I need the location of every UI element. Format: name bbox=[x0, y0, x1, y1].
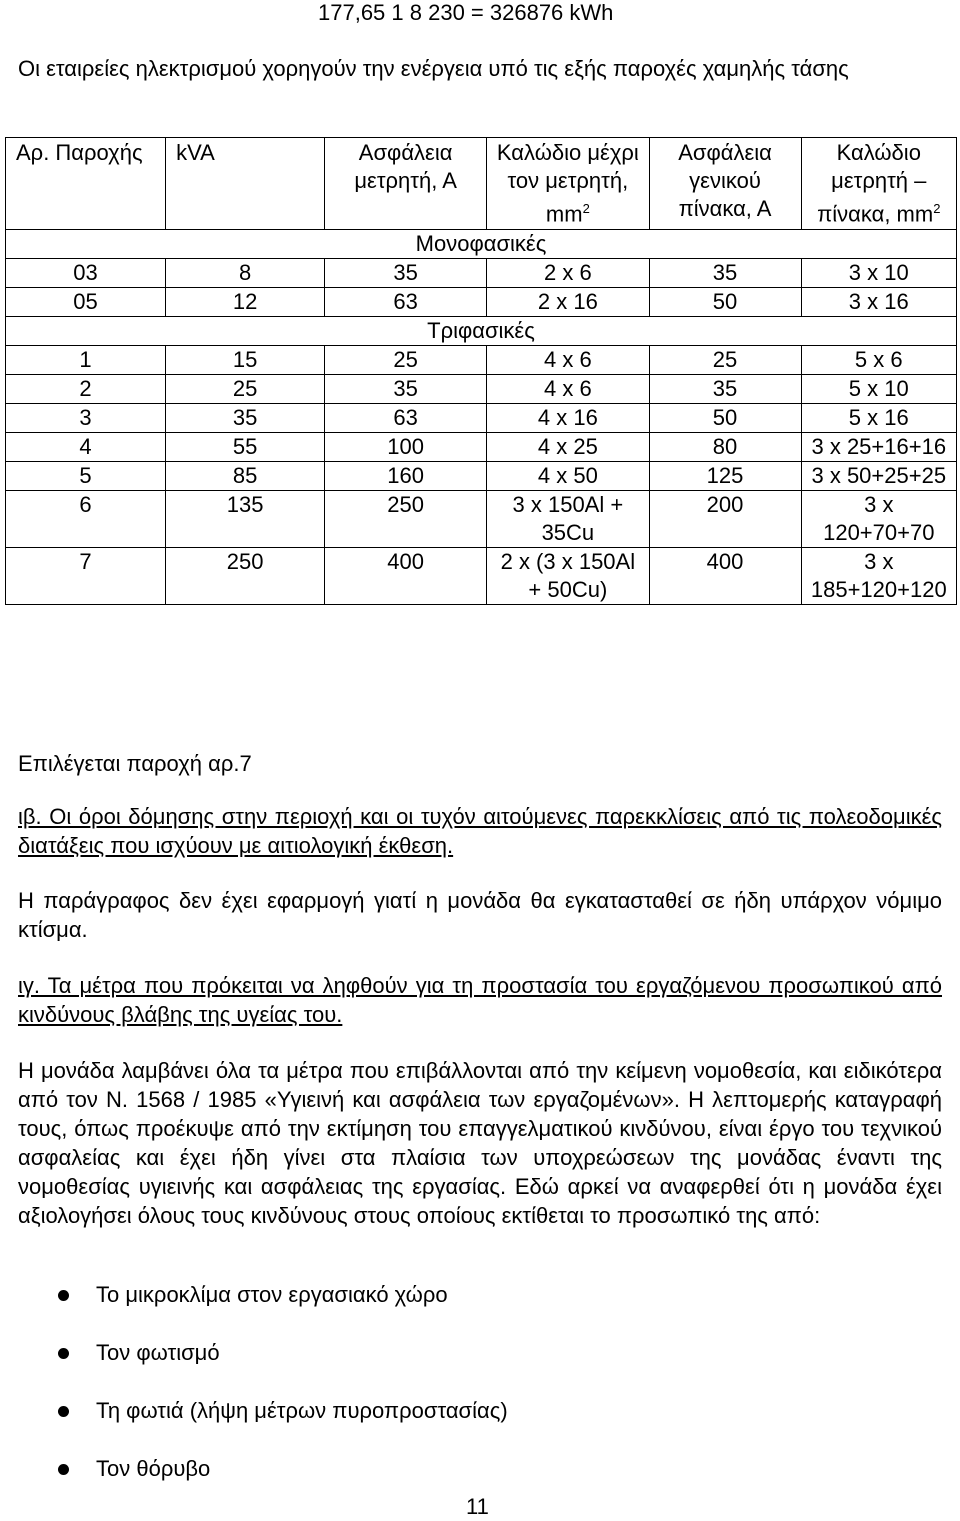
table-row bbox=[6, 259, 957, 288]
table-cell: 4 x 50 bbox=[487, 462, 649, 491]
table-header-row bbox=[6, 138, 957, 230]
table-cell: 35 bbox=[649, 259, 801, 288]
table-cell: 400 bbox=[649, 548, 801, 605]
table-cell: 3 x 10 bbox=[801, 259, 956, 288]
table-cell: 135 bbox=[166, 491, 325, 548]
list-item bbox=[18, 1280, 508, 1338]
table-cell: 8 bbox=[166, 259, 325, 288]
section-row-three-phase bbox=[6, 317, 957, 346]
section-title: Τριφασικές bbox=[6, 317, 957, 346]
table-row bbox=[6, 462, 957, 491]
table-cell: 250 bbox=[325, 491, 487, 548]
table-cell: 6 bbox=[6, 491, 166, 548]
table-row bbox=[6, 491, 957, 548]
table-cell: 2 x 16 bbox=[487, 288, 649, 317]
intro-paragraph: Οι εταιρείες ηλεκτρισμού χορηγούν την ενέργεια υπό τις εξής παροχές χαμηλής τάσης bbox=[18, 56, 849, 81]
table-cell: 3 x 120+70+70 bbox=[801, 491, 956, 548]
table-cell: 160 bbox=[325, 462, 487, 491]
hazard-list bbox=[18, 1280, 508, 1512]
section-ib-heading: ιβ. Οι όροι δόμησης στην περιοχή και οι τυχόν αιτούμενες παρεκκλίσεις από τις πολεοδομικές διατάξεις που ισχύουν με αιτιολογική έκθεση. bbox=[18, 804, 942, 858]
table-row bbox=[6, 433, 957, 462]
table-cell: 25 bbox=[166, 375, 325, 404]
table-cell: 5 bbox=[6, 462, 166, 491]
table-cell: 55 bbox=[166, 433, 325, 462]
bullet-icon bbox=[58, 1290, 69, 1301]
table-cell: 7 bbox=[6, 548, 166, 605]
table-cell: 63 bbox=[325, 288, 487, 317]
header-cable-to-meter: Καλώδιο μέχρι τον μετρητή, $mm^2$ bbox=[487, 138, 649, 230]
header-main-panel-fuse: Ασφάλεια γενικού πίνακα, Α bbox=[649, 138, 801, 230]
table-cell: 3 x 150Al + 35Cu bbox=[487, 491, 649, 548]
table-cell: 4 x 6 bbox=[487, 375, 649, 404]
table-cell: 12 bbox=[166, 288, 325, 317]
table-cell: 4 x 25 bbox=[487, 433, 649, 462]
table-cell: 80 bbox=[649, 433, 801, 462]
table-row bbox=[6, 288, 957, 317]
table-cell: 2 x 6 bbox=[487, 259, 649, 288]
table-row bbox=[6, 548, 957, 605]
table-cell: 15 bbox=[166, 346, 325, 375]
list-item bbox=[18, 1396, 508, 1454]
table-cell: 400 bbox=[325, 548, 487, 605]
header-kva: kVA bbox=[166, 138, 325, 230]
energy-formula: 177,65 1 8 230 = 326876 kWh bbox=[318, 0, 614, 25]
list-item bbox=[18, 1454, 508, 1512]
table-cell: 200 bbox=[649, 491, 801, 548]
table-row bbox=[6, 375, 957, 404]
list-item-text: Τον θόρυβο bbox=[96, 1456, 211, 1481]
table-cell: 25 bbox=[649, 346, 801, 375]
table-cell: 3 x 25+16+16 bbox=[801, 433, 956, 462]
table-cell: 03 bbox=[6, 259, 166, 288]
table-cell: 35 bbox=[325, 259, 487, 288]
section-ib-text: Η παράγραφος δεν έχει εφαρμογή γιατί η μονάδα θα εγκατασταθεί σε ήδη υπάρχον νόμιμο κτίσμα. bbox=[18, 888, 942, 942]
table-cell: 125 bbox=[649, 462, 801, 491]
table-cell: 25 bbox=[325, 346, 487, 375]
table-cell: 50 bbox=[649, 288, 801, 317]
bullet-icon bbox=[58, 1348, 69, 1359]
header-meter-fuse: Ασφάλεια μετρητή, Α bbox=[325, 138, 487, 230]
table-cell: 1 bbox=[6, 346, 166, 375]
list-item bbox=[18, 1338, 508, 1396]
table-cell: 3 x 50+25+25 bbox=[801, 462, 956, 491]
table-row bbox=[6, 346, 957, 375]
table-cell: 50 bbox=[649, 404, 801, 433]
bullet-icon bbox=[58, 1406, 69, 1417]
header-meter-panel-cable: Καλώδιο μετρητή – πίνακα, $mm^2$ bbox=[801, 138, 956, 230]
table-cell: 4 x 16 bbox=[487, 404, 649, 433]
selected-supply-note: Επιλέγεται παροχή αρ.7 bbox=[18, 751, 252, 776]
page-number: 11 bbox=[466, 1494, 489, 1519]
table-cell: 2 x (3 x 150Al + 50Cu) bbox=[487, 548, 649, 605]
list-item-text: Το μικροκλίμα στον εργασιακό χώρο bbox=[96, 1282, 448, 1307]
table-cell: 35 bbox=[325, 375, 487, 404]
bullet-icon bbox=[58, 1464, 69, 1475]
list-item-text: Τη φωτιά (λήψη μέτρων πυροπροστασίας) bbox=[96, 1398, 508, 1423]
list-item-text: Τον φωτισμό bbox=[96, 1340, 220, 1365]
header-supply-number: Αρ. Παροχής bbox=[6, 138, 166, 230]
table-cell: 35 bbox=[166, 404, 325, 433]
section-title: Μονοφασικές bbox=[6, 230, 957, 259]
table-row bbox=[6, 404, 957, 433]
section-row-single-phase bbox=[6, 230, 957, 259]
table-cell: 5 x 10 bbox=[801, 375, 956, 404]
table-cell: 5 x 6 bbox=[801, 346, 956, 375]
section-ig-text: Η μονάδα λαμβάνει όλα τα μέτρα που επιβάλλονται από την κείμενη νομοθεσία, και ειδικότερα από τον Ν. 1568 / 1985 «Υγιεινή και ασφάλεια των εργαζομένων». Η λεπτομερής καταγραφή τους, όπως προέκυψε από την εκτίμηση του επαγγελματικού κινδύνου, είναι έργο του τεχνικού ασφαλείας και έχει ήδη γίνει στα πλαίσια των υποχρεώσεων της μονάδας έναντι της νομοθεσίας υγιεινής και ασφάλειας της εργασίας. Εδώ αρκεί να αναφερθεί ότι η μονάδα έχει αξιολογήσει όλους τους κινδύνους στους οποίους εκτίθεται το προσωπικό της από: bbox=[18, 1058, 942, 1228]
table-cell: 85 bbox=[166, 462, 325, 491]
section-ig-heading: ιγ. Τα μέτρα που πρόκειται να ληφθούν για τη προστασία του εργαζόμενου προσωπικού από κινδύνους βλάβης της υγείας του. bbox=[18, 973, 942, 1027]
table-cell: 05 bbox=[6, 288, 166, 317]
table-cell: 5 x 16 bbox=[801, 404, 956, 433]
table-cell: 3 x 185+120+120 bbox=[801, 548, 956, 605]
supply-table bbox=[5, 137, 957, 605]
table-cell: 35 bbox=[649, 375, 801, 404]
table-cell: 4 bbox=[6, 433, 166, 462]
table-cell: 100 bbox=[325, 433, 487, 462]
table-cell: 250 bbox=[166, 548, 325, 605]
table-cell: 3 bbox=[6, 404, 166, 433]
table-cell: 3 x 16 bbox=[801, 288, 956, 317]
table-cell: 2 bbox=[6, 375, 166, 404]
table-cell: 63 bbox=[325, 404, 487, 433]
table-cell: 4 x 6 bbox=[487, 346, 649, 375]
